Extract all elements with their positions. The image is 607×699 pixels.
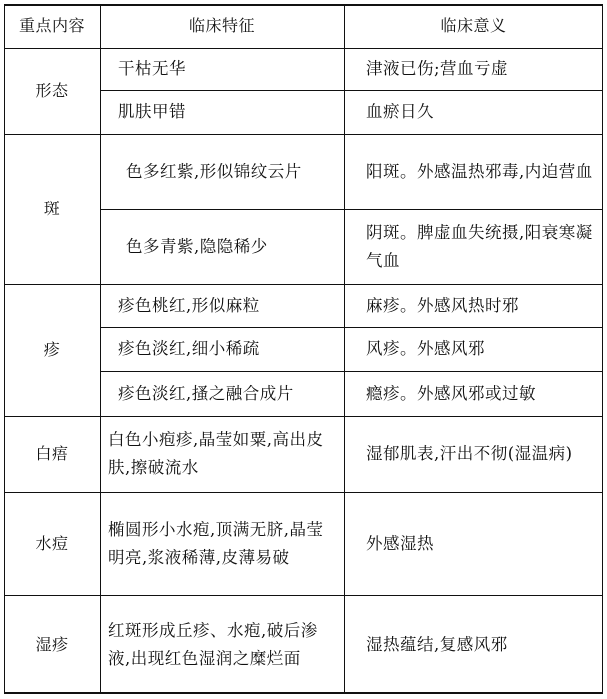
meaning-cell: 麻疹。外感风热时邪: [366, 295, 519, 315]
feature-cell: 疹色淡红,搔之融合成片: [118, 383, 294, 403]
meaning-cell: 阴斑。脾虚血失统摄,阳衰寒凝气血: [366, 222, 593, 270]
left-border: [4, 4, 5, 694]
top-border: [4, 4, 603, 6]
bottom-border: [4, 692, 603, 694]
right-border: [602, 4, 603, 694]
group-divider: [4, 492, 603, 493]
feature-cell: 椭圆形小水疱,顶满无脐,晶莹明亮,浆液稀薄,皮薄易破: [108, 519, 324, 567]
feature-cell: 色多红紫,形似锦纹云片: [126, 161, 302, 181]
category-cell: 水痘: [35, 533, 69, 553]
meaning-cell: 瘾疹。外感风邪或过敏: [366, 383, 536, 403]
group-divider: [4, 416, 603, 417]
header-clinical-significance: 临床意义: [440, 16, 507, 35]
feature-cell: 干枯无华: [118, 59, 186, 78]
meaning-cell: 血瘀日久: [366, 102, 434, 121]
feature-cell: 疹色桃红,形似麻粒: [118, 295, 260, 315]
meaning-cell: 湿热蕴结,复感风邪: [366, 634, 508, 654]
group-divider: [4, 284, 603, 285]
category-cell: 斑: [43, 199, 61, 218]
category-cell: 白痦: [35, 444, 69, 463]
category-cell: 疹: [43, 340, 61, 359]
column-divider: [344, 4, 345, 694]
meaning-cell: 湿郁肌表,汗出不彻(湿温病): [366, 444, 573, 463]
category-cell: 形态: [35, 81, 69, 100]
clinical-table: [4, 4, 603, 694]
row-divider: [100, 209, 603, 210]
group-divider: [4, 595, 603, 596]
meaning-cell: 风疹。外感风邪: [366, 339, 485, 358]
feature-cell: 色多青紫,隐隐稀少: [126, 236, 268, 256]
header-key-content: 重点内容: [18, 16, 85, 35]
feature-cell: 疹色淡红,细小稀疏: [118, 339, 260, 358]
feature-cell: 红斑形成丘疹、水疱,破后渗液,出现红色湿润之糜烂面: [108, 620, 318, 668]
header-divider: [4, 48, 603, 49]
meaning-cell: 津液已伤;营血亏虚: [366, 59, 509, 78]
header-clinical-feature: 临床特征: [188, 16, 255, 35]
column-divider: [100, 4, 101, 694]
feature-cell: 白色小疱疹,晶莹如粟,高出皮肤,擦破流水: [108, 430, 324, 477]
feature-cell: 肌肤甲错: [118, 102, 186, 121]
meaning-cell: 阳斑。外感温热邪毒,内迫营血: [366, 161, 593, 181]
row-divider: [100, 90, 603, 91]
group-divider: [4, 134, 603, 135]
meaning-cell: 外感湿热: [366, 533, 434, 553]
category-cell: 湿疹: [35, 634, 69, 654]
row-divider: [100, 371, 603, 372]
row-divider: [100, 327, 603, 328]
